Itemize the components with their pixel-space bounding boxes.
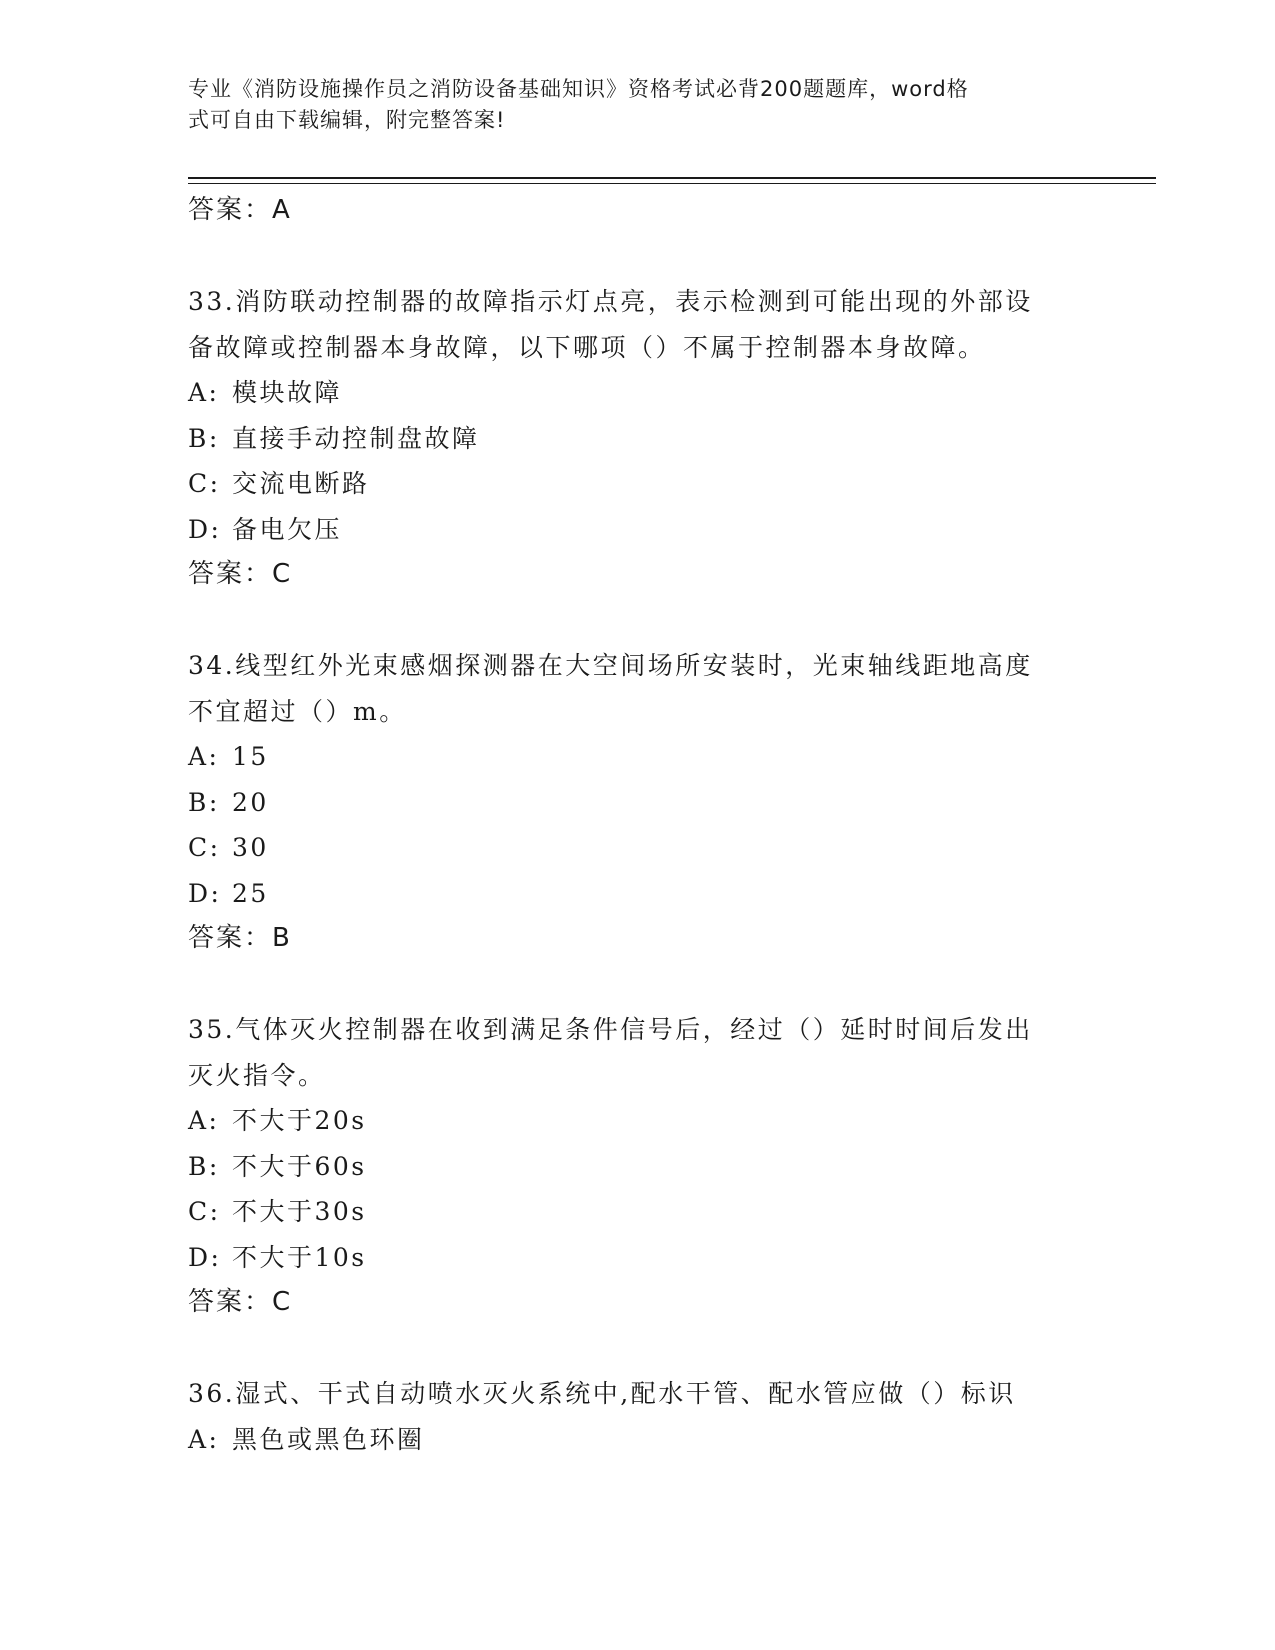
option-label: A: — [188, 378, 220, 407]
question-list — [188, 188, 1088, 1462]
option-text: 25 — [232, 878, 269, 908]
option-text: 不大于60s — [232, 1151, 367, 1181]
option-b — [188, 416, 1088, 462]
question-36 — [188, 1371, 1088, 1462]
option-label: C: — [188, 1197, 221, 1226]
answer: 答案：C — [188, 1287, 293, 1317]
question-stem-line: 33.消防联动控制器的故障指示灯点亮，表示检测到可能出现的外部设 — [188, 287, 1033, 316]
option-text: 不大于20s — [232, 1106, 367, 1135]
question-stem-line: 36.湿式、干式自动喷水灭火系统中,配水干管、配水管应做（）标识 — [188, 1379, 1016, 1408]
question-35 — [188, 1007, 1088, 1325]
document-header — [188, 74, 1068, 136]
question-stem-line: 备故障或控制器本身故障，以下哪项（）不属于控制器本身故障。 — [188, 332, 986, 362]
option-text: 20 — [232, 787, 269, 817]
option-d — [188, 871, 1088, 917]
option-label: C: — [188, 469, 221, 498]
option-c — [188, 825, 1088, 871]
option-text: 15 — [232, 742, 269, 771]
option-b — [188, 1144, 1088, 1190]
question-stem-line: 34.线型红外光束感烟探测器在大空间场所安装时，光束轴线距地高度 — [188, 651, 1033, 680]
option-b — [188, 780, 1088, 826]
question-34 — [188, 643, 1088, 961]
option-text: 不大于30s — [232, 1197, 367, 1226]
question-stem-line: 不宜超过（）m。 — [188, 696, 407, 726]
option-label: A: — [188, 742, 220, 771]
question-33 — [188, 279, 1088, 597]
option-c — [188, 1189, 1088, 1235]
option-text: 直接手动控制盘故障 — [232, 423, 480, 453]
option-text: 不大于10s — [232, 1242, 367, 1272]
option-a — [188, 1417, 1088, 1463]
option-label: B: — [188, 1151, 220, 1181]
option-c — [188, 461, 1088, 507]
option-text: 黑色或黑色环圈 — [232, 1424, 425, 1454]
answer: 答案：B — [188, 923, 292, 953]
option-text: 备电欠压 — [232, 514, 343, 544]
option-d — [188, 507, 1088, 553]
option-label: D: — [188, 878, 222, 908]
question-stem-line: 35.气体灭火控制器在收到满足条件信号后，经过（）延时时间后发出 — [188, 1015, 1033, 1044]
previous-answer: 答案：A — [188, 195, 292, 225]
option-label: B: — [188, 423, 220, 453]
question-stem-line: 灭火指令。 — [188, 1060, 326, 1090]
option-d — [188, 1235, 1088, 1281]
option-text: 交流电断路 — [232, 469, 370, 498]
option-label: A: — [188, 1106, 220, 1135]
option-label: C: — [188, 833, 221, 862]
option-a — [188, 1098, 1088, 1144]
answer: 答案：C — [188, 559, 293, 589]
header-line-2: 式可自由下载编辑，附完整答案! — [188, 108, 506, 132]
header-line-1: 专业《消防设施操作员之消防设备基础知识》资格考试必背200题题库，word格 — [188, 77, 969, 101]
header-rule-thick — [188, 177, 1156, 179]
option-label: B: — [188, 787, 220, 817]
header-rule-thin — [188, 183, 1156, 184]
option-a — [188, 370, 1088, 416]
option-label: A: — [188, 1424, 220, 1454]
option-text: 模块故障 — [232, 378, 343, 407]
option-a — [188, 734, 1088, 780]
option-label: D: — [188, 514, 222, 544]
option-text: 30 — [232, 833, 269, 862]
option-label: D: — [188, 1242, 222, 1272]
